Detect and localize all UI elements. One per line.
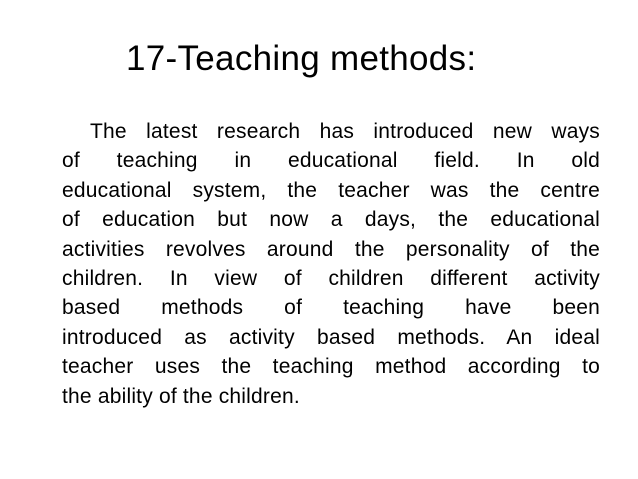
paragraph-line: educational system, the teacher was the centre	[62, 178, 600, 202]
paragraph-line: introduced as activity based methods. An ideal	[62, 325, 600, 349]
paragraph-line: of education but now a days, the educational	[62, 208, 600, 232]
paragraph-line: of teaching in educational field. In old	[62, 149, 600, 173]
paragraph-line: The latest research has introduced new ways	[90, 120, 600, 143]
slide-body-paragraph	[62, 117, 600, 411]
paragraph-line: based methods of teaching have been	[62, 296, 600, 320]
paragraph-line: children. In view of children different activity	[62, 266, 600, 290]
slide-title: 17-Teaching methods:	[126, 39, 477, 78]
paragraph-line: teacher uses the teaching method according to	[62, 355, 600, 379]
paragraph-line: activities revolves around the personality of the	[62, 237, 600, 261]
paragraph-line: the ability of the children.	[62, 384, 300, 408]
